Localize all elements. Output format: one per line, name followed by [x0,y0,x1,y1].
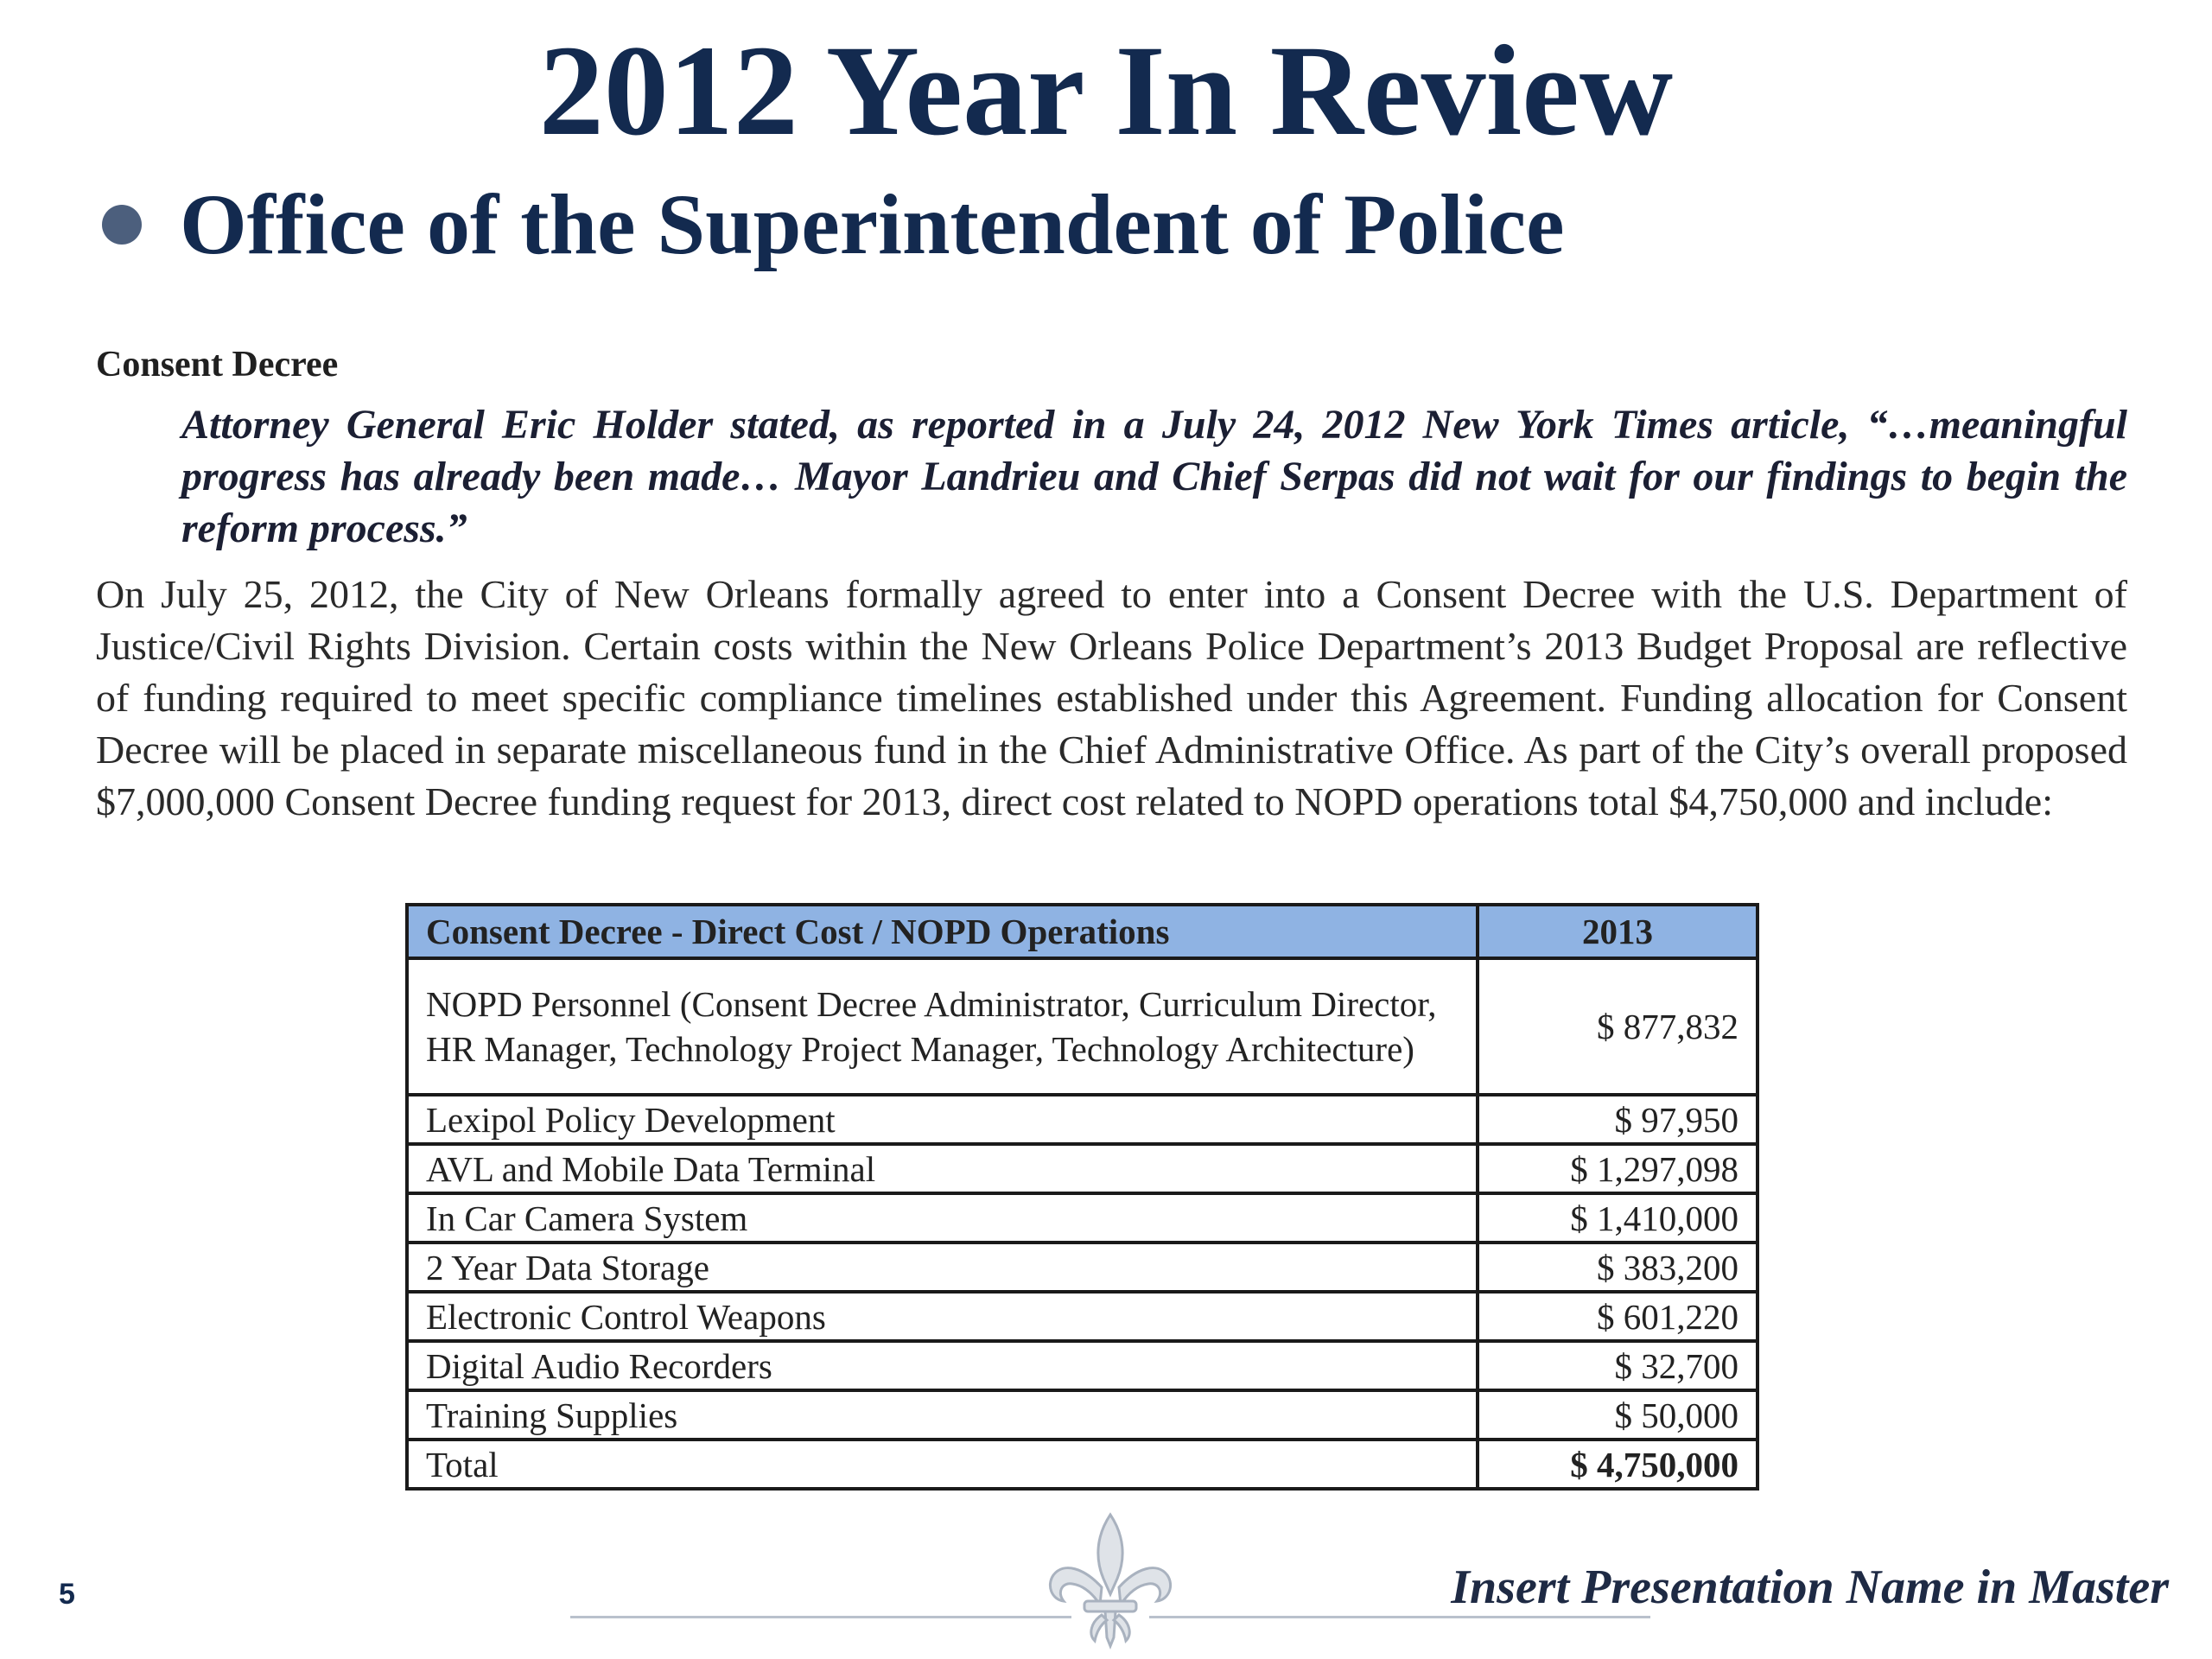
row-item: Training Supplies [407,1390,1478,1440]
table-row [407,1292,1758,1341]
row-amount: $ 97,950 [1478,1095,1758,1144]
table-row [407,1144,1758,1193]
row-amount: $ 32,700 [1478,1341,1758,1390]
row-item: In Car Camera System [407,1193,1478,1243]
table-row [407,1095,1758,1144]
row-amount: $ 601,220 [1478,1292,1758,1341]
page-number: 5 [59,1578,75,1611]
table-header-row [407,905,1758,958]
bullet-item [102,177,1565,272]
bullet-dot-icon [102,205,142,245]
row-item: Electronic Control Weapons [407,1292,1478,1341]
total-label: Total [407,1440,1478,1489]
footer-presentation-name: Insert Presentation Name in Master [1451,1560,2169,1614]
fleur-de-lis-icon [1041,1508,1179,1650]
total-amount: $ 4,750,000 [1478,1440,1758,1489]
table-row [407,1193,1758,1243]
row-item: Lexipol Policy Development [407,1095,1478,1144]
table-row [407,958,1758,1095]
row-item: 2 Year Data Storage [407,1243,1478,1292]
table-row [407,1341,1758,1390]
row-amount: $ 383,200 [1478,1243,1758,1292]
row-amount: $ 877,832 [1478,958,1758,1095]
table-row [407,1390,1758,1440]
body-paragraph: On July 25, 2012, the City of New Orleans formally agreed to enter into a Consent Decree with the U.S. Department of Justice/Civil Rights Division. Certain costs within the New Orleans Police Department’s 2013 Budget Proposal are reflective of funding required to meet specific compliance timelines established under this Agreement. Funding allocation for Consent Decree will be placed in separate miscellaneous fund in the Chief Administrative Office. As part of the City’s overall proposed $7,000,000 Consent Decree funding request for 2013, direct cost related to NOPD operations total $4,750,000 and include: [96,572,2127,823]
bullet-heading: Office of the Superintendent of Police [180,176,1565,272]
row-amount: $ 1,410,000 [1478,1193,1758,1243]
column-header-year: 2013 [1478,905,1758,958]
row-item: AVL and Mobile Data Terminal [407,1144,1478,1193]
slide-title: 2012 Year In Review [538,19,1674,162]
cost-table [405,903,1759,1491]
row-item: Digital Audio Recorders [407,1341,1478,1390]
footer-divider-left [570,1616,1071,1618]
footer-divider-right [1149,1616,1650,1618]
row-item: NOPD Personnel (Consent Decree Administrator, Curriculum Director, HR Manager, Technology Project Manager, Technology Architecture) [407,958,1478,1095]
column-header-item: Consent Decree - Direct Cost / NOPD Operations [407,905,1478,958]
table-total-row [407,1440,1758,1489]
table-row [407,1243,1758,1292]
quote-text: Attorney General Eric Holder stated, as reported in a July 24, 2012 New York Times article, “…meaningful progress has already been made… Mayor Landrieu and Chief Serpas did not wait for our findings to begin the reform process.” [181,402,2127,551]
row-amount: $ 50,000 [1478,1390,1758,1440]
section-heading: Consent Decree [96,345,339,385]
row-amount: $ 1,297,098 [1478,1144,1758,1193]
